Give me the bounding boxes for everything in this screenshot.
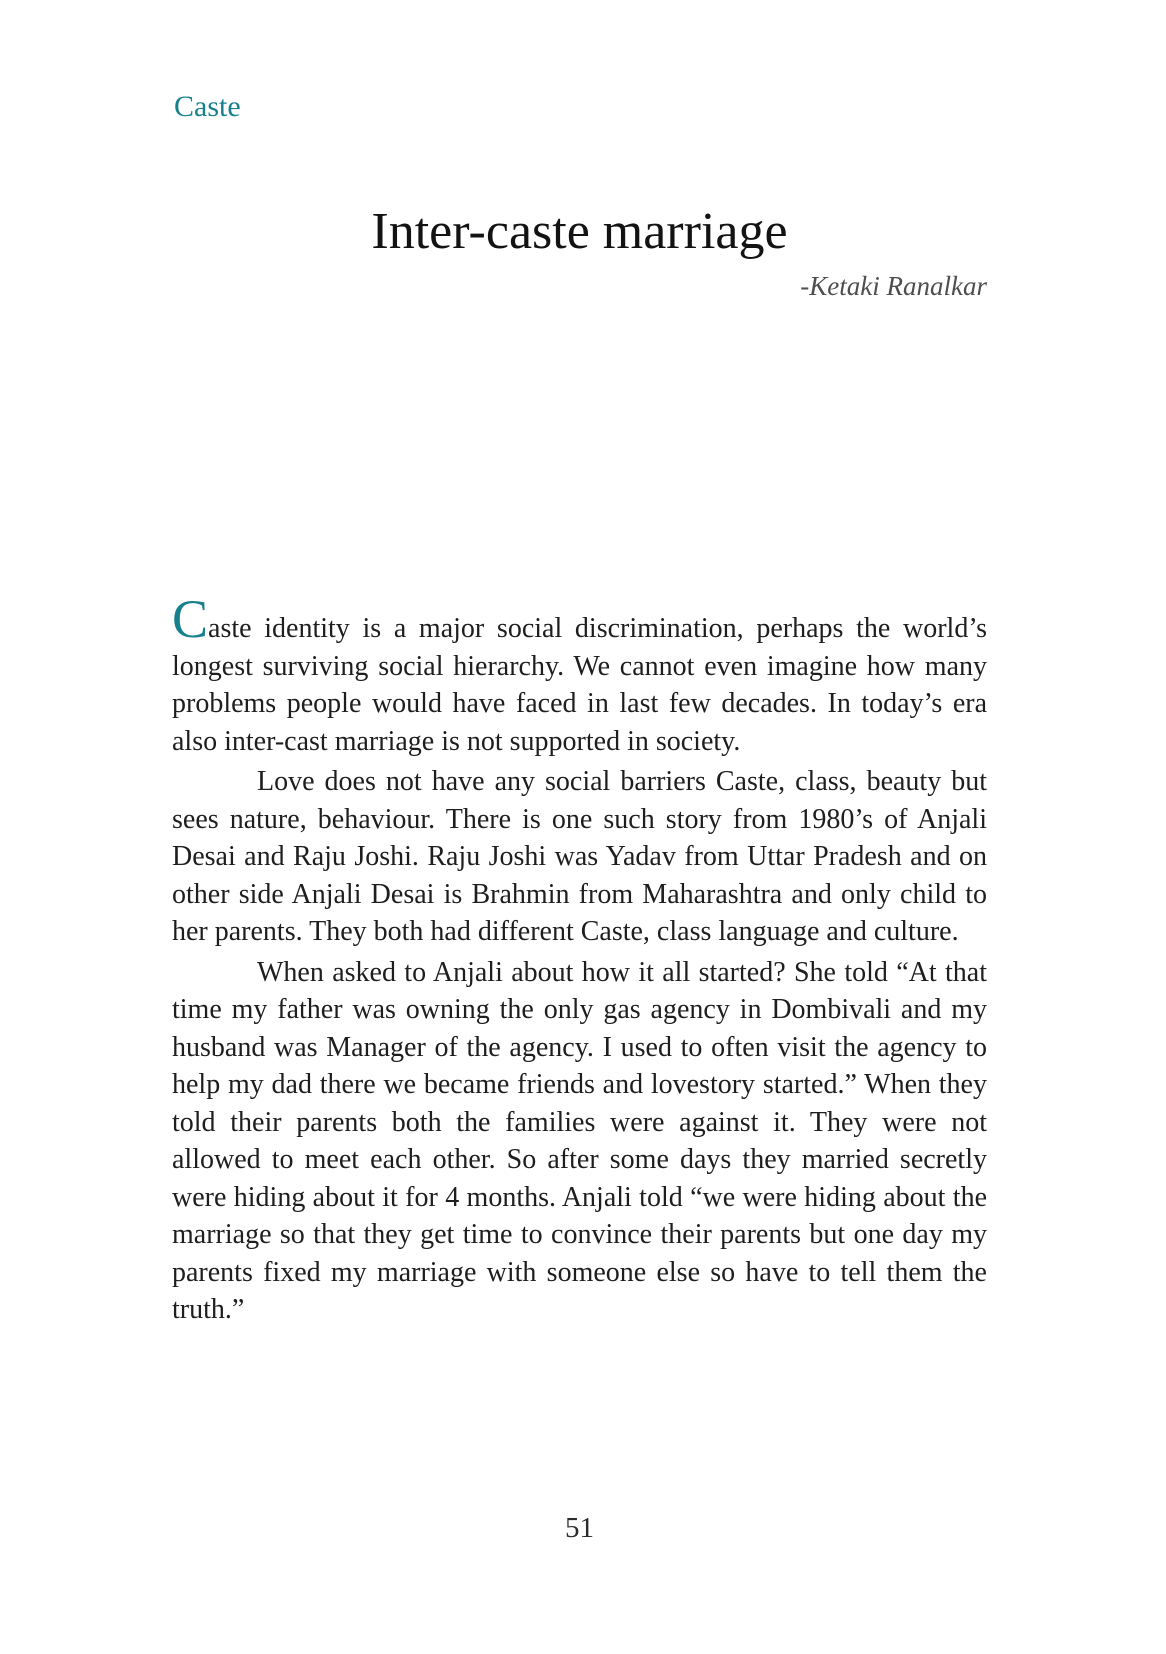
section-label: Caste: [174, 90, 241, 123]
page-number: 51: [565, 1512, 594, 1544]
author-byline: -Ketaki Ranalkar: [800, 271, 987, 301]
paragraph: [172, 954, 987, 1329]
paragraph: [172, 589, 987, 760]
article-body: [172, 589, 987, 1332]
dropcap-initial: C: [172, 589, 209, 649]
paragraph: [172, 763, 987, 951]
article-title: Inter-caste marriage: [371, 203, 788, 260]
paragraph-text: aste identity is a major social discrimination, perhaps the world’s longest surviving social hierarchy. We cannot even imagine how many problems people would have faced in last few decades. In today’s era also inter-cast marriage is not supported in society.: [172, 613, 987, 757]
paragraph-text: Love does not have any social barriers Caste, class, beauty but sees nature, behaviour. There is one such story from 1980’s of Anjali Desai and Raju Joshi. Raju Joshi was Yadav from Uttar Pradesh and on other side Anjali Desai is Brahmin from Maharashtra and only child to her parents. They both had different Caste, class language and culture.: [172, 766, 987, 947]
paragraph-text: When asked to Anjali about how it all started? She told “At that time my father was owning the only gas agency in Dombivali and my husband was Manager of the agency. I used to often visit the agency to help my dad there we became friends and lovestory started.” When they told their parents both the families were against it. They were not allowed to meet each other. So after some days they married secretly were hiding about it for 4 months. Anjali told “we were hiding about the marriage so that they get time to convince their parents but one day my parents fixed my marriage with someone else so have to tell them the truth.”: [172, 956, 987, 1325]
